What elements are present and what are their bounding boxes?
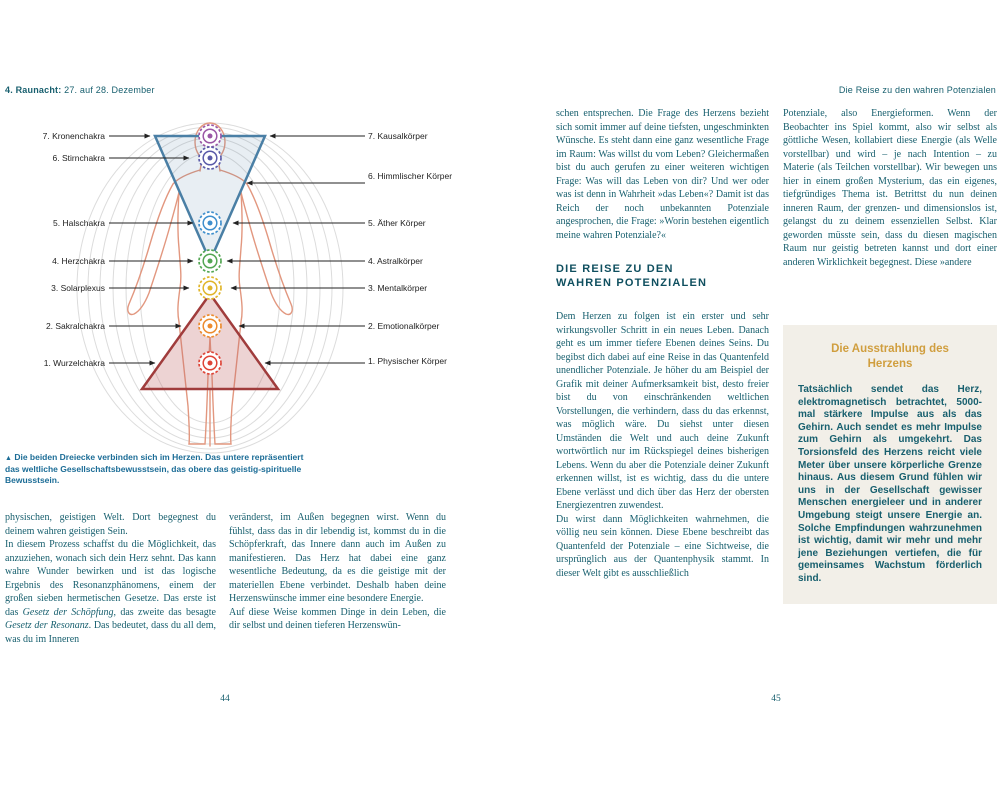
chakra-label-third-eye: 6. Stirnchakra bbox=[52, 153, 105, 163]
lower-triangle bbox=[142, 294, 278, 389]
text-run-italic: Gesetz der Schöpfung bbox=[22, 606, 114, 618]
info-box-text: Tatsächlich sendet das Herz, elektromagnetisch betrachtet, 5000-mal stärkere Impulse aus als das Gehirn. Auch sendet es mehr Impulse zum Gehirn als umgekehrt. Das Torsionsfeld des Herzens reicht viele Meter über unsere körperliche Grenze hinaus. Aus diesem Grund fühlen wir uns in der Gesellschaft gewisser Menschen energieleer und in anderer Umgebung steigt unsere Energie an. Solche Empfindungen wahrzunehmen ist wichtig, damit wir mehr und mehr jene Beziehungen vertiefen, die für gemeinsames Wachstum förderlich sind. bbox=[798, 384, 982, 584]
running-header-left-rest: 27. auf 28. Dezember bbox=[61, 85, 155, 95]
chakra-throat bbox=[199, 212, 221, 234]
chakra-solar-plexus-dot bbox=[208, 286, 213, 291]
text-run-italic: Gesetz der Resonanz bbox=[5, 620, 89, 631]
chakra-label-solar-plexus: 3. Solarplexus bbox=[51, 283, 105, 293]
page-number-45: 45 bbox=[771, 694, 781, 704]
page45-column-1 bbox=[556, 107, 769, 580]
body-label-astral: 4. Astralkörper bbox=[368, 256, 423, 266]
chakra-label-crown: 7. Kronenchakra bbox=[42, 131, 105, 141]
paragraph bbox=[5, 538, 216, 646]
figure-caption bbox=[5, 452, 305, 486]
chakra-sacral-dot bbox=[208, 324, 213, 329]
section-heading: DIE REISE ZU DEN WAHREN POTENZIALEN bbox=[556, 263, 708, 289]
paragraph: Potenziale, also Energieformen. Wenn der Beobachter ins Spiel kommt, also wir selbst als göttliche Wesen, kollabiert diese Energie (als Welle vorstellbar) und wird – je nach Intention – zu Materie (als Teilchen vorstellbar). Wir bewegen uns hier in einem großen Mysterium, das ein eigenes, tiefgründiges Thema ist. Betrittst du nun deinen inneren Raum, der grenzen- und dimensionslos ist, gelangst du zu deinem essenziellen Selbst. Klar geworden müsste sein, dass du diesen magischen Raum nur geistig betreten kannst und dort einer anderen Wirklichkeit begegnest. Diese »andere bbox=[783, 108, 997, 268]
page-number-44: 44 bbox=[220, 694, 230, 704]
running-header-left bbox=[5, 85, 155, 95]
chakra-diagram bbox=[5, 108, 453, 455]
text-run: physischen, geistigen Welt. Dort begegnest du deinem wahren geistigen Sein. bbox=[5, 512, 216, 537]
body-label-mental: 3. Mentalkörper bbox=[368, 283, 428, 293]
text-run: . Das bedeutet, dass du all dem, was du im Inneren bbox=[5, 620, 216, 645]
page45-column-2 bbox=[783, 107, 997, 604]
text-run: In diesem Prozess schaffst du die Möglichkeit, das anzuziehen, wonach sich dein Herz sehnt. Das kann wahre Wunder bewirken und ist das logische Ergebnis des Resonanzphänomens, einem der großen sieben hermetischen Gesetze. Das erste ist das bbox=[5, 539, 216, 618]
chakra-root-dot bbox=[208, 361, 213, 366]
running-header-left-bold: 4. Raunacht: bbox=[5, 85, 62, 95]
chakra-root bbox=[199, 352, 221, 374]
body-label-causal: 7. Kausalkörper bbox=[368, 131, 428, 141]
body-label-celestial: 6. Himmlischer Körper bbox=[368, 171, 453, 181]
chakra-throat-dot bbox=[208, 221, 213, 226]
running-header-right: Die Reise zu den wahren Potenzialen bbox=[838, 85, 996, 95]
paragraph bbox=[5, 511, 216, 538]
chakra-label-sacral: 2. Sakralchakra bbox=[45, 321, 105, 331]
caption-triangle-marker: ▲ bbox=[5, 455, 12, 462]
info-box bbox=[783, 325, 997, 604]
chakra-label-heart: 4. Herzchakra bbox=[52, 256, 105, 266]
chakra-label-throat: 5. Halschakra bbox=[53, 218, 105, 228]
paragraph: Dem Herzen zu folgen ist ein erster und sehr wirkungsvoller Schritt in ein neues Leben. Danach geht es um immer tiefere Ebenen deines Seins. Du begibst dich dabei auf eine Reise in das Quantenfeld unendlicher Potenziale. Je höher du am Beispiel der Grafik mit deiner Aufmerksamkeit bist, desto freier bist du von einschränkenden weltlichen Vorstellungen, die verhindern, dass du das erkennst, was möglich wäre. Du siehst unter diesen Umständen die Welt und auch deine Zukunft wortwörtlich nur im Rückspiegel deines bisherigen Lebens. Wenn du aber die Potenziale deiner Zukunft erkennen willst, ist es wichtig, dass du die untere Ebene verlässt und dich über das Herz der obersten Energiezentren zuwendest. bbox=[556, 311, 769, 511]
caption-text: Die beiden Dreiecke verbinden sich im Herzen. Das untere repräsentiert das weltliche Gesellschaftsbewusstsein, das obere das geistig-spirituelle Bewusstsein. bbox=[5, 452, 304, 485]
text-run: , das zweite das besagte bbox=[113, 606, 216, 618]
page44-column-1 bbox=[5, 511, 216, 646]
paragraph: veränderst, im Außen begegnen wirst. Wenn du fühlst, dass das in dir lebendig ist, kommst du in die Schöpferkraft, das Innere dann auch im Außen zu manifestieren. Das Herz hat dabei eine ganz wesentliche Bedeutung, da es die geistige mit der materiellen Ebene verbindet. Deshalb haben deine Herzenswünsche immer eine besondere Energie. bbox=[229, 512, 446, 604]
body-label-physical: 1. Physischer Körper bbox=[368, 356, 447, 366]
paragraph: schen entsprechen. Die Frage des Herzens bezieht sich somit immer auf deine tiefsten, ungeschminkten Wünsche. Es steht dann eine ganz wesentliche Frage im Raum: Was willst du vom Leben? Gleichermaßen bist du auch gerufen zu einer weiteren wichtigen Frage: Was will das Leben von dir? Und wer oder was ist denn in Wahrheit »das Leben«? Damit ist das Reich der noch unbekannten Potenziale angesprochen, die Frage: »Worin bestehen eigentlich meine wahren Potenziale?« bbox=[556, 108, 769, 241]
body-label-emotional: 2. Emotionalkörper bbox=[368, 321, 440, 331]
info-box-title: Die Ausstrahlung des Herzens bbox=[831, 343, 949, 370]
paragraph: Du wirst dann Möglichkeiten wahrnehmen, die völlig neu sein können. Diese Ebene beschreibt das Quantenfeld der Potenziale – eine Sichtweise, die ursprünglich aus der Quantenphysik stammt. In dieser Welt gibt es ausschließlich bbox=[556, 513, 769, 579]
chakra-third-eye-dot bbox=[208, 156, 213, 161]
page44-column-2 bbox=[229, 511, 446, 633]
body-label-etheric: 5. Äther Körper bbox=[368, 218, 426, 228]
chakra-solar-plexus bbox=[199, 277, 221, 299]
chakra-third-eye bbox=[199, 147, 221, 169]
chakra-heart bbox=[199, 250, 221, 272]
chakra-heart-dot bbox=[208, 259, 213, 264]
chakra-crown bbox=[199, 125, 221, 147]
chakra-label-root: 1. Wurzelchakra bbox=[43, 358, 105, 368]
chakra-crown-dot bbox=[208, 134, 213, 139]
paragraph: Auf diese Weise kommen Dinge in dein Leben, die dir selbst und deinen tieferen Herzenswün- bbox=[229, 606, 446, 631]
chakra-sacral bbox=[199, 315, 221, 337]
